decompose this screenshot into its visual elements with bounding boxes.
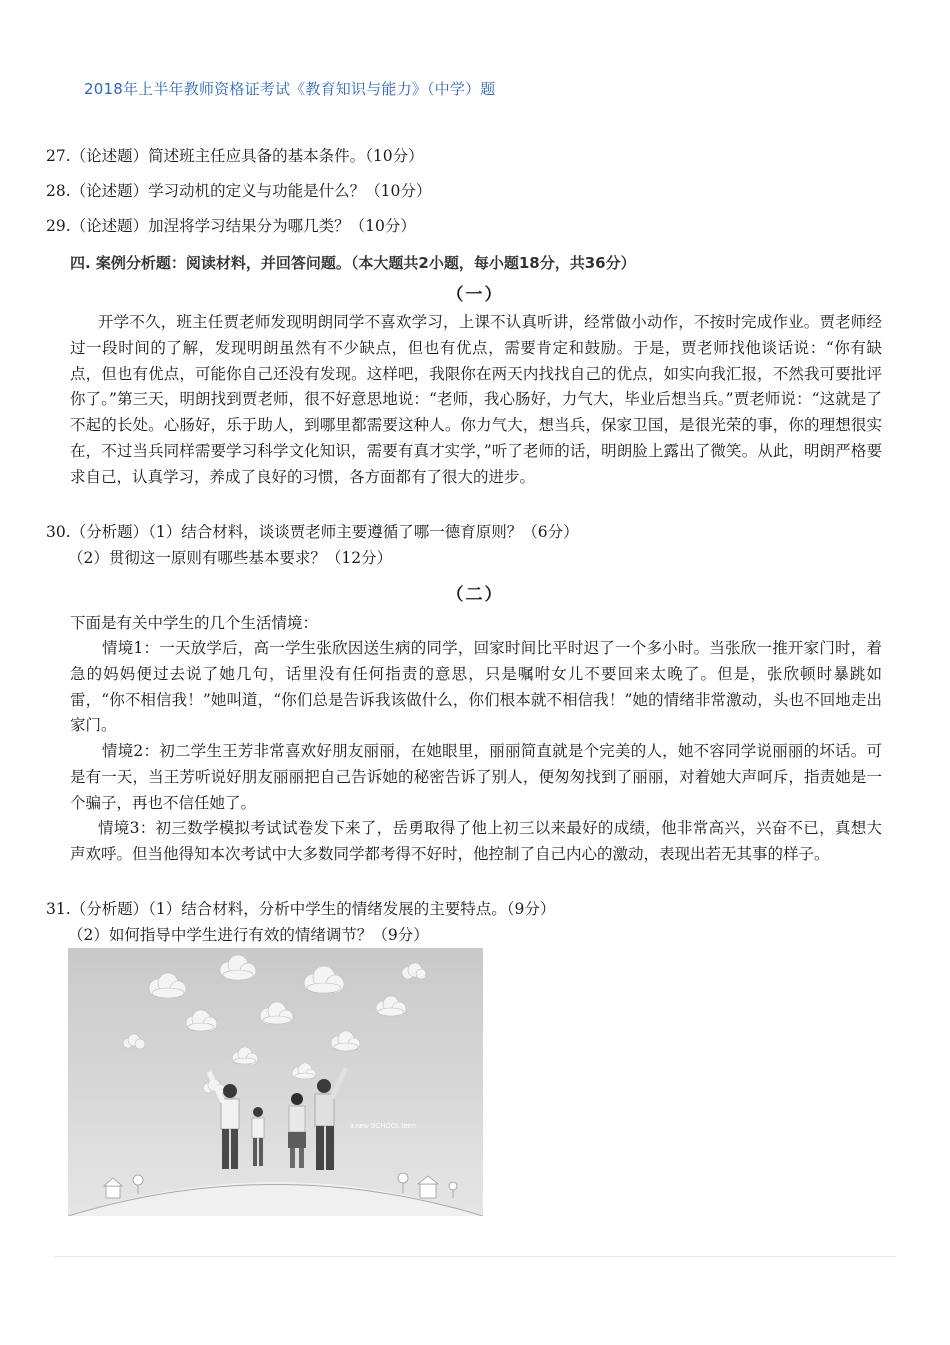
case-one-heading: （一） [446, 285, 504, 305]
section-four-title: 四. 案例分析题：阅读材料，并回答问题。（本大题共2小题，每小题18分，共36分） [70, 254, 636, 272]
question-28: 28.（论述题）学习动机的定义与功能是什么？（10分） [46, 182, 432, 200]
question-30-part-1: 30.（分析题）（1）结合材料，谈谈贾老师主要遵循了哪一德育原则？（6分） [46, 523, 579, 541]
case-two-intro: 下面是有关中学生的几个生活情境： [70, 614, 319, 632]
family-illustration-svg [68, 948, 483, 1216]
question-31-part-2: （2）如何指导中学生进行有效的情绪调节？（9分） [68, 926, 429, 944]
scenario-3: 情境3：初三数学模拟考试试卷发下来了，岳勇取得了他上初三以来最好的成绩，他非常高兴，兴奋不已，真想大声欢呼。但当他得知本次考试中大多数同学都考得不好时，他控制了自己内心的激动，表现出若无其事的样子。 [70, 819, 882, 863]
family-figures [209, 1068, 346, 1170]
case-two-heading: （二） [446, 585, 504, 605]
scenario-2: 情境2：初二学生王芳非常喜欢好朋友丽丽，在她眼里，丽丽简直就是个完美的人，她不容同学说丽丽的坏话。可是有一天，当王芳听说好朋友丽丽把自己告诉她的秘密告诉了别人，便匆匆找到了丽丽，对着她大声呵斥，指责她是一个骗子，再也不信任她了。 [70, 742, 882, 812]
page-bottom-divider [54, 1256, 896, 1257]
question-31-part-1: 31.（分析题）（1）结合材料，分析中学生的情绪发展的主要特点。（9分） [46, 900, 556, 918]
family-illustration-image [68, 948, 483, 1216]
question-27: 27.（论述题）简述班主任应具备的基本条件。（10分） [46, 147, 424, 165]
question-29: 29.（论述题）加涅将学习结果分为哪几类？（10分） [46, 217, 416, 235]
case-one-paragraph: 开学不久，班主任贾老师发现明朗同学不喜欢学习，上课不认真听讲，经常做小动作，不按时完成作业。贾老师经过一段时间的了解，发现明朗虽然有不少缺点，但也有优点，需要肯定和鼓励。于是，贾老师找他谈话说：“你有缺点，但也有优点，可能你自己还没有发现。这样吧，我限你在两天内找找自己的优点，如实向我汇报，不然我可要批评你了。”第三天，明朗找到贾老师，很不好意思地说：“老师，我心肠好，力气大，毕业后想当兵。”贾老师说：“这就是了不起的长处。心肠好，乐于助人，到哪里都需要这种人。你力气大，想当兵，保家卫国，是很光荣的事，你的理想很实在，不过当兵同样需要学习科学文化知识，需要有真才实学，”听了老师的话，明朗脸上露出了微笑。从此，明朗严格要求自己，认真学习，养成了良好的习惯，各方面都有了很大的进步。 [70, 313, 882, 486]
document-header-title: 2018年上半年教师资格证考试《教育知识与能力》（中学）题 [84, 80, 496, 98]
scenario-1: 情境1：一天放学后，高一学生张欣因送生病的同学，回家时间比平时迟了一个多小时。当张欣一推开家门时，着急的妈妈便过去说了她几句，话里没有任何指责的意思，只是嘱咐女儿不要回来太晚了。但是，张欣顿时暴跳如雷，“你不相信我！”她叫道，“你们总是告诉我该做什么，你们根本就不相信我！”她的情绪非常激动，头也不回地走出家门。 [70, 639, 882, 735]
image-caption-text: a new SCHOOL term [350, 1123, 416, 1130]
question-30-part-2: （2）贯彻这一原则有哪些基本要求？（12分） [68, 549, 393, 567]
